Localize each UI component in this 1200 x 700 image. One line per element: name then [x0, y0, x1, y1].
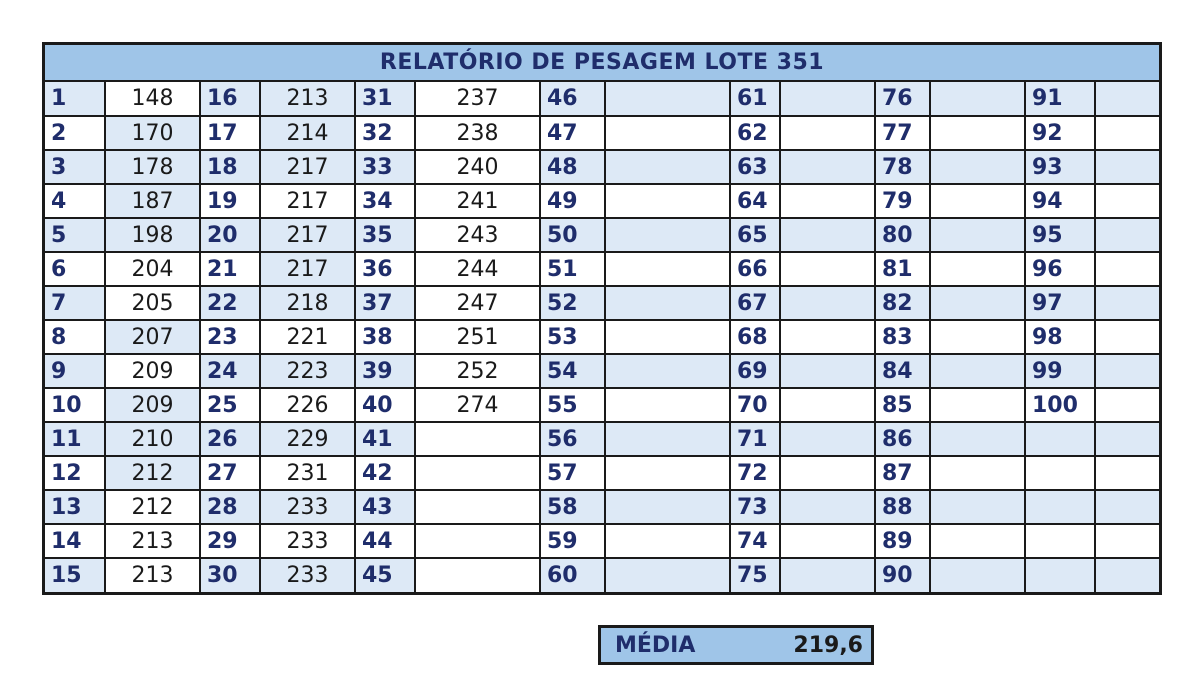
weight-value: [1095, 252, 1159, 286]
weight-value: [930, 456, 1025, 490]
weight-value: [1095, 524, 1159, 558]
weight-value: 213: [260, 82, 355, 116]
table-row: [45, 354, 1159, 388]
weight-value: 241: [415, 184, 540, 218]
item-number: 20: [200, 218, 260, 252]
item-number: 68: [730, 320, 780, 354]
item-number: 15: [45, 558, 105, 592]
weight-value: [1095, 150, 1159, 184]
weight-value: [1095, 354, 1159, 388]
weight-value: [780, 286, 875, 320]
weight-value: 217: [260, 218, 355, 252]
weight-value: [605, 456, 730, 490]
weight-value: [1095, 218, 1159, 252]
weight-value: 205: [105, 286, 200, 320]
weight-value: 226: [260, 388, 355, 422]
weight-value: 209: [105, 354, 200, 388]
weight-value: [930, 218, 1025, 252]
item-number: 38: [355, 320, 415, 354]
weight-value: [1095, 456, 1159, 490]
weight-value: [1095, 320, 1159, 354]
weight-value: [930, 524, 1025, 558]
weight-value: 187: [105, 184, 200, 218]
weight-value: 217: [260, 184, 355, 218]
item-number: 6: [45, 252, 105, 286]
item-number: 95: [1025, 218, 1095, 252]
item-number: 72: [730, 456, 780, 490]
item-number: 46: [540, 82, 605, 116]
table-row: [45, 184, 1159, 218]
item-number: 80: [875, 218, 930, 252]
report-title: RELATÓRIO DE PESAGEM LOTE 351: [45, 45, 1159, 82]
weight-value: 240: [415, 150, 540, 184]
weight-value: [780, 354, 875, 388]
table-row: [45, 524, 1159, 558]
weight-value: 207: [105, 320, 200, 354]
item-number: 99: [1025, 354, 1095, 388]
weight-value: 214: [260, 116, 355, 150]
weight-value: 213: [105, 524, 200, 558]
table-row: [45, 456, 1159, 490]
weight-value: [930, 422, 1025, 456]
table-row: [45, 490, 1159, 524]
weight-value: 233: [260, 524, 355, 558]
item-number: 22: [200, 286, 260, 320]
item-number: 30: [200, 558, 260, 592]
item-number: 45: [355, 558, 415, 592]
weight-value: 238: [415, 116, 540, 150]
item-number: 58: [540, 490, 605, 524]
weight-value: [1095, 286, 1159, 320]
item-number: 27: [200, 456, 260, 490]
weight-value: 217: [260, 150, 355, 184]
table-row: [45, 150, 1159, 184]
item-number: 19: [200, 184, 260, 218]
item-number: 69: [730, 354, 780, 388]
weight-value: 223: [260, 354, 355, 388]
item-number: 96: [1025, 252, 1095, 286]
item-number: 59: [540, 524, 605, 558]
weight-value: [930, 490, 1025, 524]
item-number: 94: [1025, 184, 1095, 218]
item-number: 24: [200, 354, 260, 388]
item-number: 18: [200, 150, 260, 184]
item-number: 91: [1025, 82, 1095, 116]
weight-value: [780, 116, 875, 150]
weight-value: [605, 422, 730, 456]
weight-value: [605, 490, 730, 524]
item-number: 42: [355, 456, 415, 490]
weight-value: [605, 286, 730, 320]
table-row: [45, 320, 1159, 354]
weight-value: [605, 218, 730, 252]
weight-value: [930, 286, 1025, 320]
weight-value: 247: [415, 286, 540, 320]
item-number: 8: [45, 320, 105, 354]
weight-value: [1095, 422, 1159, 456]
item-number: 5: [45, 218, 105, 252]
weight-value: 251: [415, 320, 540, 354]
item-number: [1025, 490, 1095, 524]
weight-value: [930, 184, 1025, 218]
item-number: 86: [875, 422, 930, 456]
item-number: 77: [875, 116, 930, 150]
item-number: 93: [1025, 150, 1095, 184]
weight-value: [605, 116, 730, 150]
item-number: 85: [875, 388, 930, 422]
weight-value: 198: [105, 218, 200, 252]
item-number: 90: [875, 558, 930, 592]
weight-value: [780, 422, 875, 456]
item-number: 21: [200, 252, 260, 286]
item-number: [1025, 558, 1095, 592]
weight-value: 170: [105, 116, 200, 150]
item-number: 57: [540, 456, 605, 490]
item-number: 9: [45, 354, 105, 388]
item-number: 63: [730, 150, 780, 184]
item-number: 78: [875, 150, 930, 184]
weight-value: [780, 218, 875, 252]
item-number: 3: [45, 150, 105, 184]
weight-value: 210: [105, 422, 200, 456]
item-number: 64: [730, 184, 780, 218]
weight-value: [930, 320, 1025, 354]
item-number: 97: [1025, 286, 1095, 320]
item-number: 67: [730, 286, 780, 320]
item-number: 36: [355, 252, 415, 286]
weight-value: [780, 252, 875, 286]
weight-value: [780, 82, 875, 116]
weight-value: [415, 490, 540, 524]
weight-value: [930, 252, 1025, 286]
item-number: 76: [875, 82, 930, 116]
item-number: 62: [730, 116, 780, 150]
weighing-report-table: [42, 42, 1162, 595]
item-number: 70: [730, 388, 780, 422]
weight-value: [930, 388, 1025, 422]
weight-value: 218: [260, 286, 355, 320]
item-number: 87: [875, 456, 930, 490]
weight-value: [780, 490, 875, 524]
table-row: [45, 116, 1159, 150]
item-number: 32: [355, 116, 415, 150]
item-number: 65: [730, 218, 780, 252]
weight-value: [605, 524, 730, 558]
item-number: 92: [1025, 116, 1095, 150]
item-number: 98: [1025, 320, 1095, 354]
weight-value: 229: [260, 422, 355, 456]
item-number: 13: [45, 490, 105, 524]
item-number: 43: [355, 490, 415, 524]
weight-value: 204: [105, 252, 200, 286]
item-number: [1025, 524, 1095, 558]
item-number: 25: [200, 388, 260, 422]
weight-value: [930, 558, 1025, 592]
item-number: 52: [540, 286, 605, 320]
weight-value: [930, 82, 1025, 116]
item-number: [1025, 456, 1095, 490]
weight-value: [605, 252, 730, 286]
weight-value: [930, 354, 1025, 388]
item-number: 4: [45, 184, 105, 218]
table-row: [45, 388, 1159, 422]
item-number: 35: [355, 218, 415, 252]
weight-value: [605, 558, 730, 592]
item-number: 2: [45, 116, 105, 150]
weight-value: [415, 422, 540, 456]
weight-value: [415, 456, 540, 490]
weight-value: 221: [260, 320, 355, 354]
item-number: 73: [730, 490, 780, 524]
item-number: 82: [875, 286, 930, 320]
weight-value: 237: [415, 82, 540, 116]
weight-value: 252: [415, 354, 540, 388]
weight-value: 243: [415, 218, 540, 252]
weight-value: [605, 388, 730, 422]
item-number: 37: [355, 286, 415, 320]
item-number: 89: [875, 524, 930, 558]
weight-value: [930, 116, 1025, 150]
weight-value: [780, 456, 875, 490]
item-number: 71: [730, 422, 780, 456]
item-number: 12: [45, 456, 105, 490]
weight-value: [1095, 388, 1159, 422]
weight-value: 233: [260, 490, 355, 524]
table-row: [45, 286, 1159, 320]
item-number: 84: [875, 354, 930, 388]
item-number: 48: [540, 150, 605, 184]
item-number: 10: [45, 388, 105, 422]
weight-value: [780, 558, 875, 592]
item-number: 53: [540, 320, 605, 354]
item-number: 28: [200, 490, 260, 524]
item-number: 40: [355, 388, 415, 422]
weight-value: 231: [260, 456, 355, 490]
item-number: 44: [355, 524, 415, 558]
weight-value: [1095, 490, 1159, 524]
weight-value: [780, 388, 875, 422]
item-number: 79: [875, 184, 930, 218]
weight-value: 233: [260, 558, 355, 592]
weight-value: [1095, 558, 1159, 592]
item-number: 23: [200, 320, 260, 354]
item-number: 56: [540, 422, 605, 456]
item-number: 88: [875, 490, 930, 524]
item-number: 74: [730, 524, 780, 558]
item-number: 31: [355, 82, 415, 116]
weight-value: [780, 150, 875, 184]
item-number: 61: [730, 82, 780, 116]
item-number: 17: [200, 116, 260, 150]
item-number: 39: [355, 354, 415, 388]
item-number: 55: [540, 388, 605, 422]
weight-value: [780, 184, 875, 218]
weight-value: 213: [105, 558, 200, 592]
item-number: 29: [200, 524, 260, 558]
weight-value: [1095, 116, 1159, 150]
item-number: 66: [730, 252, 780, 286]
weight-value: 212: [105, 456, 200, 490]
item-number: 41: [355, 422, 415, 456]
weight-value: 217: [260, 252, 355, 286]
item-number: 100: [1025, 388, 1095, 422]
weight-value: [605, 354, 730, 388]
weights-grid: [45, 82, 1159, 592]
table-row: [45, 82, 1159, 116]
item-number: 81: [875, 252, 930, 286]
weight-value: 148: [105, 82, 200, 116]
weight-value: 209: [105, 388, 200, 422]
weight-value: [605, 184, 730, 218]
weight-value: 244: [415, 252, 540, 286]
item-number: 49: [540, 184, 605, 218]
item-number: 83: [875, 320, 930, 354]
item-number: 33: [355, 150, 415, 184]
table-row: [45, 218, 1159, 252]
weight-value: 178: [105, 150, 200, 184]
weight-value: [605, 82, 730, 116]
weight-value: [1095, 82, 1159, 116]
weight-value: [415, 558, 540, 592]
item-number: 51: [540, 252, 605, 286]
item-number: 14: [45, 524, 105, 558]
item-number: 26: [200, 422, 260, 456]
item-number: 47: [540, 116, 605, 150]
item-number: 7: [45, 286, 105, 320]
weight-value: 274: [415, 388, 540, 422]
weight-value: [780, 524, 875, 558]
item-number: 16: [200, 82, 260, 116]
item-number: 54: [540, 354, 605, 388]
table-row: [45, 252, 1159, 286]
weight-value: [415, 524, 540, 558]
weight-value: [605, 150, 730, 184]
item-number: 50: [540, 218, 605, 252]
weight-value: [605, 320, 730, 354]
average-value: 219,6: [793, 632, 863, 658]
weight-value: [780, 320, 875, 354]
average-summary: [598, 625, 874, 665]
table-row: [45, 558, 1159, 592]
weight-value: 212: [105, 490, 200, 524]
weight-value: [1095, 184, 1159, 218]
item-number: 75: [730, 558, 780, 592]
item-number: 60: [540, 558, 605, 592]
item-number: 11: [45, 422, 105, 456]
item-number: 34: [355, 184, 415, 218]
weight-value: [930, 150, 1025, 184]
average-label: MÉDIA: [615, 632, 696, 658]
item-number: 1: [45, 82, 105, 116]
item-number: [1025, 422, 1095, 456]
table-row: [45, 422, 1159, 456]
